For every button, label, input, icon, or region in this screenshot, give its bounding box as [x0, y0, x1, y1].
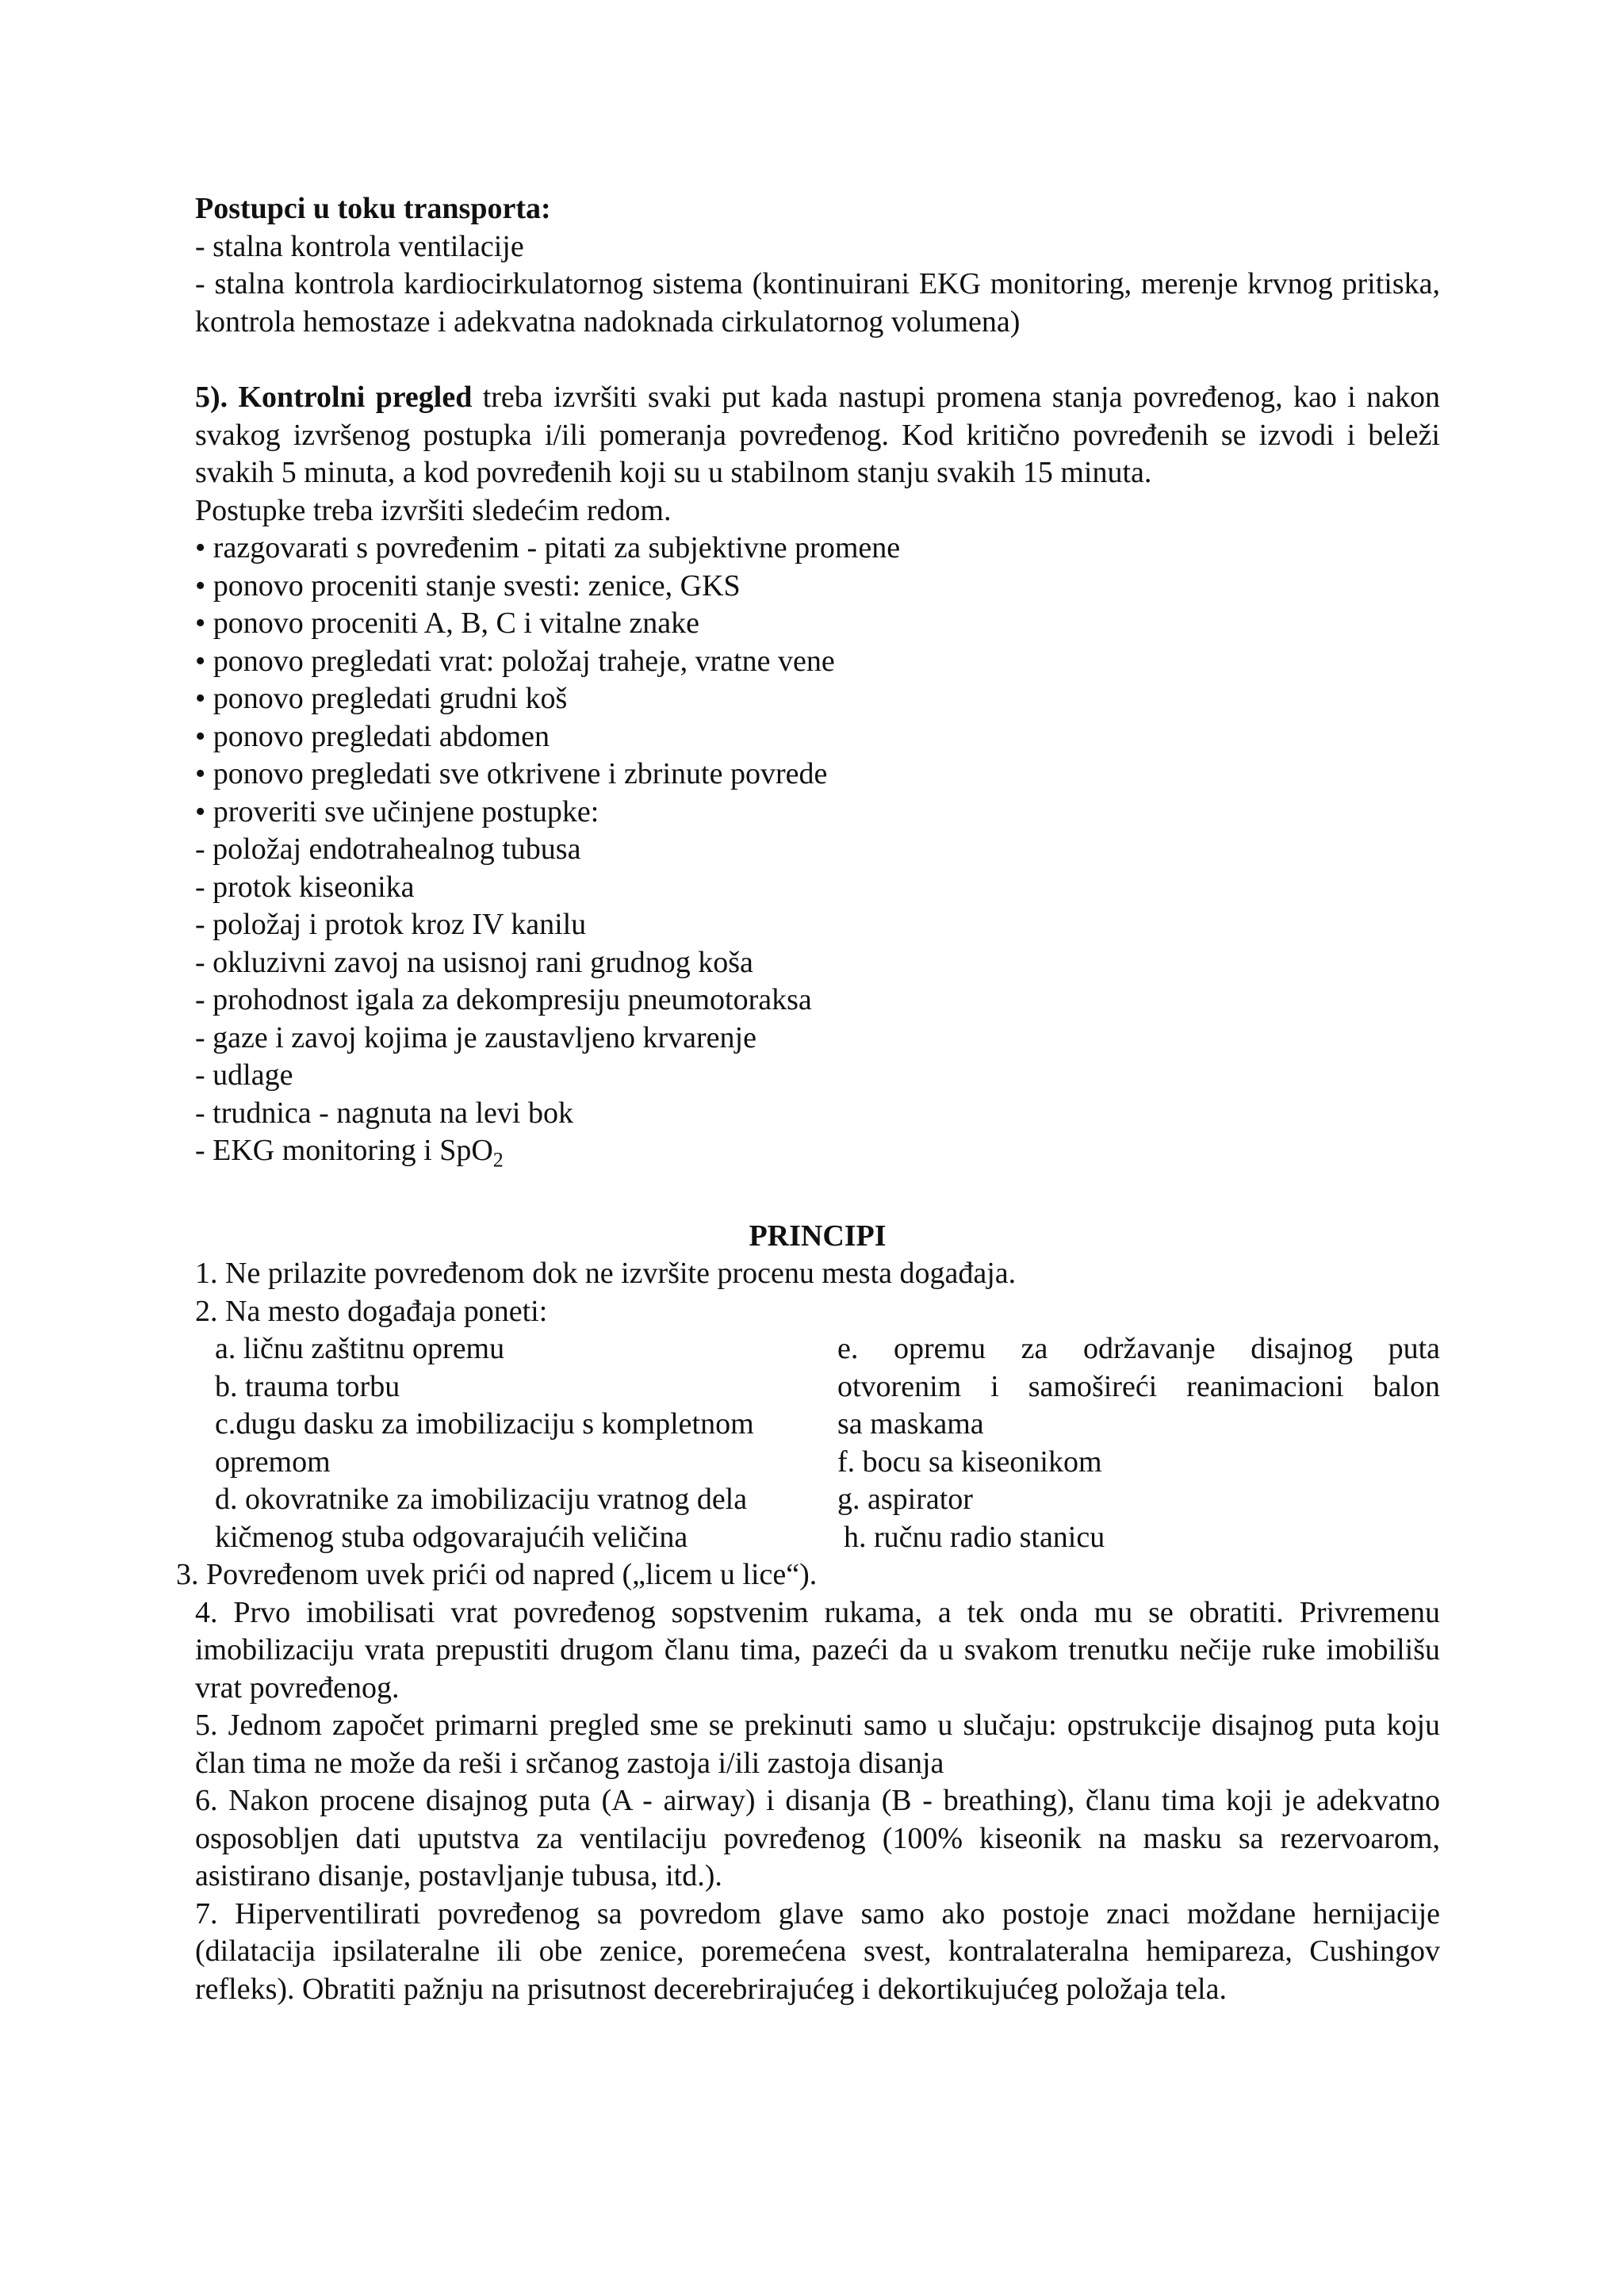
check-item: - gaze i zavoj kojima je zaustavljeno krvarenje — [195, 1020, 756, 1054]
bullet-item: • ponovo proceniti stanje svesti: zenice, GKS — [195, 568, 741, 603]
principle-item: 4. Prvo imobilisati vrat povređenog sopstvenim rukama, a tek onda mu se obratiti. Privremenu imobilizaciju vrata prepustiti drugom članu tima, pazeći da u svakom trenutku nečije ruke imobilišu vrat povređenog. — [195, 1595, 1440, 1705]
equipment-item: c.dugu dasku za imobilizaciju s kompletnom — [215, 1407, 754, 1441]
equipment-left-column — [195, 1330, 837, 1556]
equipment-item: e. opremu za održavanje disajnog puta — [837, 1332, 1440, 1365]
principle-item: 6. Nakon procene disajnog puta (A - airway) i disanja (B - breathing), članu tima koji je adekvatno osposobljen dati uputstva za ventilaciju povređenog (100% kiseonik na masku sa rezervoarom, asistirano disanje, postavljanje tubusa, itd.). — [195, 1784, 1440, 1892]
check-item: - trudnica - nagnuta na levi bok — [195, 1096, 573, 1130]
page-content — [176, 190, 1440, 2008]
transport-heading: Postupci u toku transporta: — [195, 192, 551, 225]
principle-item: 1. Ne prilazite povređenom dok ne izvršite procenu mesta događaja. — [195, 1257, 1017, 1290]
equipment-item: d. okovratnike za imobilizaciju vratnog dela — [215, 1483, 748, 1516]
control-intro: treba izvršiti svaki put kada nastupi promena stanja povređenog, kao i nakon svakog izvršenog postupka i/ili pomeranja povređenog. Kod kritično povređenih se izvodi i beleži svakih 5 minuta, a kod povređenih koji su u stabilnom stanju svakih 15 minuta. — [195, 381, 1440, 489]
equipment-item: h. ručnu radio stanicu — [844, 1520, 1105, 1554]
transport-item: - stalna kontrola ventilacije — [195, 229, 524, 263]
check-item: - okluzivni zavoj na usisnoj rani grudnog koša — [195, 945, 753, 979]
principle-item: 3. Povređenom uvek prići od napred („licem u lice“). — [176, 1558, 818, 1591]
check-item-ekg: - EKG monitoring i SpO$_2$ — [195, 1134, 504, 1172]
spacer — [195, 1170, 1440, 1218]
bullet-item: • ponovo pregledati abdomen — [195, 719, 550, 753]
bullet-item: • ponovo pregledati vrat: položaj traheje, vratne vene — [195, 644, 835, 678]
transport-item: - stalna kontrola kardiocirkulatornog sistema (kontinuirani EKG monitoring, merenje krvnog pritiska, kontrola hemostaze i adekvatna nadoknada cirkulatornog volumena) — [195, 267, 1440, 339]
equipment-item: opremom — [215, 1445, 331, 1479]
check-item: - udlage — [195, 1058, 293, 1092]
principle-item: 2. Na mesto događaja poneti: — [195, 1294, 548, 1328]
equipment-item: a. ličnu zaštitnu opremu — [215, 1332, 505, 1365]
principle-item: 7. Hiperventilirati povređenog sa povredom glave samo ako postoje znaci moždane hernijacije (dilatacija ipsilateralne ili obe zenice, poremećena svest, kontralateralna hemipareza, Cushingov refleks). Obratiti pažnju na prisutnost decerebrirajućeg i dekortikujućeg položaja tela. — [195, 1896, 1440, 2006]
check-item: - položaj i protok kroz IV kanilu — [195, 908, 587, 941]
control-order: Postupke treba izvršiti sledećim redom. — [195, 493, 672, 527]
equipment-item: otvorenim i samošireći reanimacioni balon — [837, 1369, 1440, 1403]
check-item: - protok kiseonika — [195, 870, 415, 904]
equipment-item: g. aspirator — [837, 1483, 973, 1516]
control-paragraph — [195, 379, 1440, 492]
bullet-item: • proveriti sve učinjene postupke: — [195, 794, 599, 828]
principles-heading: PRINCIPI — [749, 1219, 887, 1253]
equipment-columns — [195, 1330, 1440, 1556]
bullet-item: • razgovarati s povređenim - pitati za subjektivne promene — [195, 531, 901, 564]
equipment-item: kičmenog stuba odgovarajućih veličina — [215, 1520, 688, 1554]
subscript: 2 — [492, 1148, 504, 1172]
control-heading: 5). Kontrolni pregled — [195, 381, 473, 414]
equipment-item: sa maskama — [837, 1407, 984, 1441]
equipment-item: b. trauma torbu — [215, 1369, 400, 1403]
check-item: - prohodnost igala za dekompresiju pneumotoraksa — [195, 983, 812, 1016]
check-item: - položaj endotrahealnog tubusa — [195, 832, 581, 866]
bullet-item: • ponovo proceniti A, B, C i vitalne znake — [195, 607, 699, 640]
equipment-right-column — [837, 1330, 1440, 1556]
principle-item: 5. Jednom započet primarni pregled sme se prekinuti samo u slučaju: opstrukcije disajnog puta koju član tima ne može da reši i srčanog zastoja i/ili zastoja disanja — [195, 1709, 1440, 1780]
spacer — [195, 341, 1440, 379]
bullet-item: • ponovo pregledati sve otkrivene i zbrinute povrede — [195, 757, 828, 790]
bullet-item: • ponovo pregledati grudni koš — [195, 682, 568, 715]
equipment-item: f. bocu sa kiseonikom — [837, 1445, 1102, 1479]
